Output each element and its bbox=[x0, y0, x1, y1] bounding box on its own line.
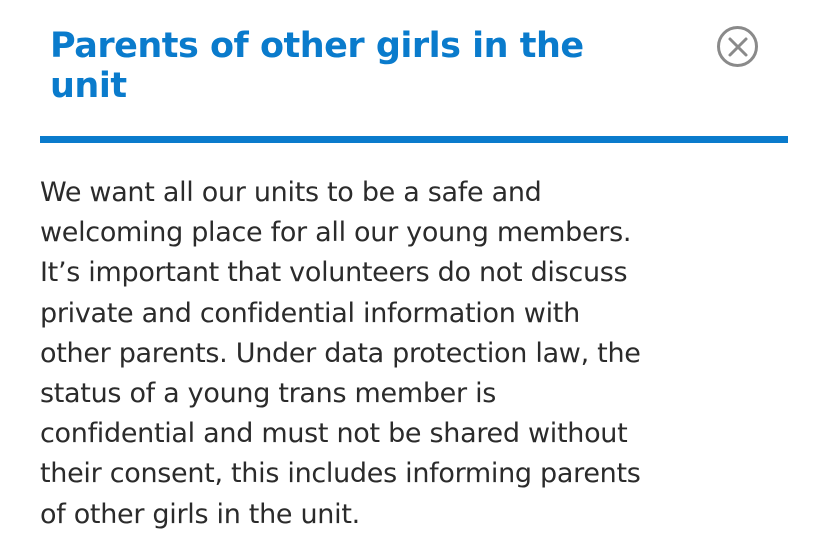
body-line: We want all our units to be a safe and bbox=[40, 177, 542, 208]
body-line: of other girls in the unit. bbox=[40, 498, 360, 530]
body-line: private and confidential information with bbox=[40, 297, 580, 329]
body-line: status of a young trans member is bbox=[40, 378, 497, 410]
body-line: other parents. Under data protection law, the bbox=[40, 337, 641, 369]
body-line: welcoming place for all our young members. bbox=[40, 217, 632, 249]
body-line: confidential and must not be shared without bbox=[40, 418, 628, 450]
close-button[interactable] bbox=[717, 26, 758, 67]
modal-title: Parents of other girls in the unit bbox=[50, 26, 584, 106]
title-divider bbox=[40, 136, 788, 143]
body-line: It’s important that volunteers do not discuss bbox=[40, 257, 628, 289]
modal-body-text bbox=[40, 173, 800, 535]
body-line: their consent, this includes informing parents bbox=[40, 458, 641, 490]
close-icon bbox=[727, 36, 749, 58]
